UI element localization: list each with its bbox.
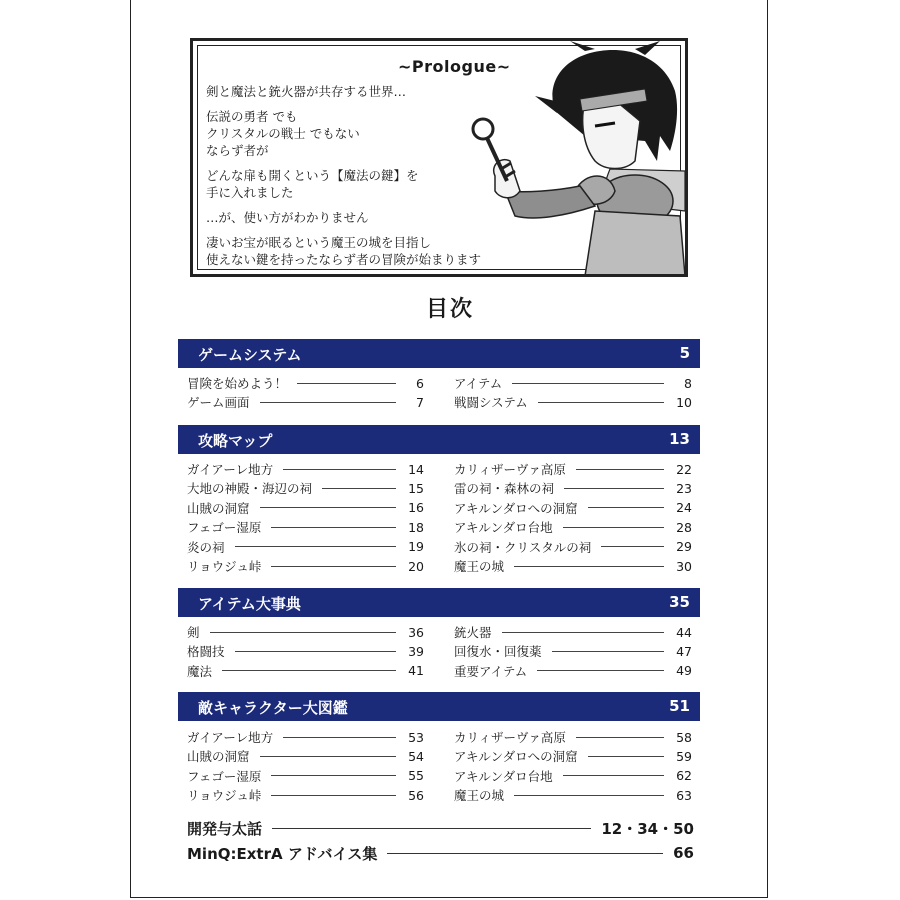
prologue-paragraph	[206, 209, 481, 226]
toc-entry-label: 魔王の城	[454, 788, 505, 804]
toc-entry-page: 14	[408, 461, 424, 477]
section-page: 5	[679, 344, 690, 362]
section-title: 攻略マップ	[198, 432, 273, 450]
toc-entry-label: 魔王の城	[454, 559, 505, 574]
toc-entry-page: 63	[676, 787, 692, 803]
toc-entry-page: 8	[684, 375, 692, 391]
toc-entry-page: 19	[408, 539, 424, 555]
extra-entry-page: 66	[673, 844, 694, 862]
leader-line	[514, 566, 664, 567]
toc-entry[interactable]	[454, 538, 692, 556]
toc-entry-label: 剣	[187, 625, 200, 640]
prologue-line: 剣と魔法と銃火器が共存する世界…	[206, 84, 407, 99]
toc-entry[interactable]	[187, 374, 424, 392]
leader-line	[283, 737, 396, 738]
leader-line	[588, 756, 664, 757]
toc-entry-label: ガイアーレ地方	[187, 462, 274, 477]
toc-entry-page: 36	[408, 624, 424, 640]
section-title: 敵キャラクター大図鑑	[198, 699, 348, 717]
extra-entry-label: 開発与太話	[187, 819, 263, 838]
toc-entry[interactable]	[454, 662, 692, 680]
toc-entry-page: 47	[676, 643, 692, 659]
toc-title: 目次	[425, 297, 474, 322]
leader-line	[387, 853, 663, 854]
toc-entry-label: アキルンダロへの洞窟	[454, 500, 578, 516]
toc-entry-label: 大地の神殿・海辺の祠	[187, 481, 313, 497]
toc-entry[interactable]	[187, 538, 424, 556]
prologue-text	[206, 83, 481, 276]
leader-line	[271, 566, 396, 567]
leader-line	[512, 383, 664, 384]
leader-line	[260, 756, 396, 757]
toc-entry-page: 30	[676, 558, 692, 574]
extra-entry[interactable]	[187, 818, 694, 838]
toc-entry[interactable]	[454, 623, 692, 641]
leader-line	[271, 527, 396, 528]
leader-line	[235, 546, 396, 547]
prologue-paragraph	[206, 108, 481, 159]
toc-entry-page: 53	[408, 729, 424, 745]
toc-entry-page: 56	[408, 787, 424, 803]
leader-line	[297, 383, 396, 384]
toc-entry[interactable]	[454, 499, 692, 517]
toc-entry[interactable]	[187, 747, 424, 765]
toc-entry-label: 冒険を始めよう！	[187, 376, 288, 391]
leader-line	[588, 507, 664, 508]
prologue-paragraph	[206, 234, 481, 268]
toc-entry-label: ゲーム画面	[187, 395, 250, 411]
toc-entry-label: アキルンダロ台地	[454, 520, 553, 536]
prologue-line: クリスタルの戦士 でもない	[206, 126, 360, 141]
toc-entry-page: 6	[416, 375, 424, 391]
prologue-paragraph	[206, 83, 481, 100]
toc-entry-page: 10	[676, 394, 692, 410]
toc-entry-label: 魔法	[187, 663, 213, 679]
leader-line	[538, 402, 664, 403]
prologue-box	[190, 38, 688, 277]
toc-entry-page: 49	[676, 663, 692, 679]
toc-entry[interactable]	[454, 642, 692, 660]
toc-entry-label: リョウジュ峠	[187, 788, 262, 804]
toc-entry[interactable]	[454, 374, 692, 392]
toc-entry-label: 銃火器	[454, 625, 492, 640]
toc-entry[interactable]	[187, 393, 424, 411]
toc-entry[interactable]	[454, 393, 692, 411]
toc-entry-label: アキルンダロ台地	[454, 768, 553, 784]
toc-entry[interactable]	[454, 767, 692, 785]
section-header[interactable]	[178, 692, 700, 721]
section-page: 35	[669, 593, 690, 611]
section-header[interactable]	[178, 425, 700, 454]
toc-entry-label: リョウジュ峠	[187, 559, 262, 574]
toc-entry-page: 59	[676, 748, 692, 764]
toc-entry-label: フェゴー湿原	[187, 520, 262, 536]
leader-line	[235, 651, 396, 652]
toc-entry[interactable]	[187, 557, 424, 575]
toc-entry-page: 22	[676, 461, 692, 477]
toc-entry[interactable]	[187, 786, 424, 804]
leader-line	[222, 670, 396, 671]
leader-line	[537, 670, 664, 671]
leader-line	[271, 775, 396, 776]
leader-line	[552, 651, 664, 652]
leader-line	[576, 469, 664, 470]
prologue-line: ならず者が	[206, 143, 269, 158]
toc-entry-page: 55	[408, 768, 424, 784]
toc-entry-page: 62	[676, 768, 692, 784]
toc-entry[interactable]	[187, 662, 424, 680]
toc-entry[interactable]	[187, 518, 424, 536]
prologue-line: 凄いお宝が眠るという魔王の城を目指し	[206, 235, 432, 250]
prologue-line: 伝説の勇者 でも	[206, 109, 298, 124]
section-page: 13	[669, 430, 690, 448]
leader-line	[564, 488, 664, 489]
section-page: 51	[669, 697, 690, 715]
toc-entry[interactable]	[187, 728, 424, 746]
section-title: ゲームシステム	[198, 346, 302, 364]
toc-entry-label: 格闘技	[187, 644, 225, 660]
toc-entry-page: 16	[408, 500, 424, 516]
toc-entry-page: 18	[408, 519, 424, 535]
section-title: アイテム大事典	[198, 595, 301, 613]
toc-entry[interactable]	[454, 479, 692, 497]
toc-entry[interactable]	[454, 518, 692, 536]
toc-entry-label: 戦闘システム	[454, 395, 528, 411]
toc-entry[interactable]	[454, 460, 692, 478]
toc-entry[interactable]	[454, 557, 692, 575]
toc-entry-label: フェゴー湿原	[187, 768, 262, 784]
leader-line	[260, 507, 396, 508]
toc-entry-label: 回復水・回復薬	[454, 644, 542, 660]
leader-line	[210, 632, 396, 633]
toc-entry-label: カリィザーヴァ高原	[454, 730, 566, 745]
prologue-line: 手に入れました	[206, 185, 294, 200]
toc-entry[interactable]	[187, 499, 424, 517]
toc-entry-label: 炎の祠	[187, 539, 225, 555]
toc-entry-page: 41	[408, 663, 424, 679]
leader-line	[502, 632, 664, 633]
toc-entry[interactable]	[454, 747, 692, 765]
toc-entry[interactable]	[454, 786, 692, 804]
toc-entry-page: 58	[676, 729, 692, 745]
toc-entry[interactable]	[187, 479, 424, 497]
toc-entry-page: 44	[676, 624, 692, 640]
toc-entry-label: 氷の祠・クリスタルの祠	[454, 539, 592, 555]
leader-line	[563, 775, 664, 776]
leader-line	[322, 488, 396, 489]
toc-entry-label: アイテム	[454, 376, 503, 391]
leader-line	[576, 737, 664, 738]
toc-entry-label: 山賊の洞窟	[187, 500, 250, 516]
toc-entry[interactable]	[187, 642, 424, 660]
leader-line	[272, 828, 591, 829]
toc-entry[interactable]	[187, 460, 424, 478]
toc-entry[interactable]	[187, 623, 424, 641]
extra-entry[interactable]	[187, 843, 694, 863]
prologue-line: 使えない鍵を持ったならず者の冒険が始まります	[206, 252, 482, 267]
leader-line	[601, 546, 664, 547]
toc-entry-page: 7	[416, 394, 424, 410]
toc-entry-page: 39	[408, 643, 424, 659]
section-header[interactable]	[178, 339, 700, 368]
toc-entry[interactable]	[187, 767, 424, 785]
toc-entry-page: 23	[676, 480, 692, 496]
extra-entry-label: MinQ:ExtrA アドバイス集	[187, 844, 378, 863]
toc-entry-page: 24	[676, 500, 692, 516]
toc-entry-page: 28	[676, 519, 692, 535]
section-header[interactable]	[178, 588, 700, 617]
toc-entry[interactable]	[454, 728, 692, 746]
leader-line	[271, 795, 396, 796]
leader-line	[260, 402, 396, 403]
toc-entry-label: ガイアーレ地方	[187, 730, 274, 745]
prologue-line: どんな扉も開くという【魔法の鍵】を	[206, 168, 419, 183]
leader-line	[514, 795, 664, 796]
toc-entry-page: 20	[408, 558, 424, 574]
leader-line	[563, 527, 664, 528]
prologue-paragraph	[206, 167, 481, 201]
toc-entry-page: 29	[676, 539, 692, 555]
prologue-title: ~Prologue~	[398, 57, 511, 76]
toc-entry-label: カリィザーヴァ高原	[454, 462, 566, 477]
extra-entry-page: 12・34・50	[601, 819, 694, 838]
toc-entry-label: 山賊の洞窟	[187, 749, 250, 765]
toc-entry-label: 重要アイテム	[454, 663, 528, 679]
prologue-line: …が、使い方がわかりません	[206, 210, 369, 225]
toc-entry-page: 54	[408, 748, 424, 764]
toc-entry-label: アキルンダロへの洞窟	[454, 749, 578, 765]
toc-entry-label: 雷の祠・森林の祠	[454, 481, 555, 497]
toc-entry-page: 15	[408, 480, 424, 496]
leader-line	[283, 469, 396, 470]
